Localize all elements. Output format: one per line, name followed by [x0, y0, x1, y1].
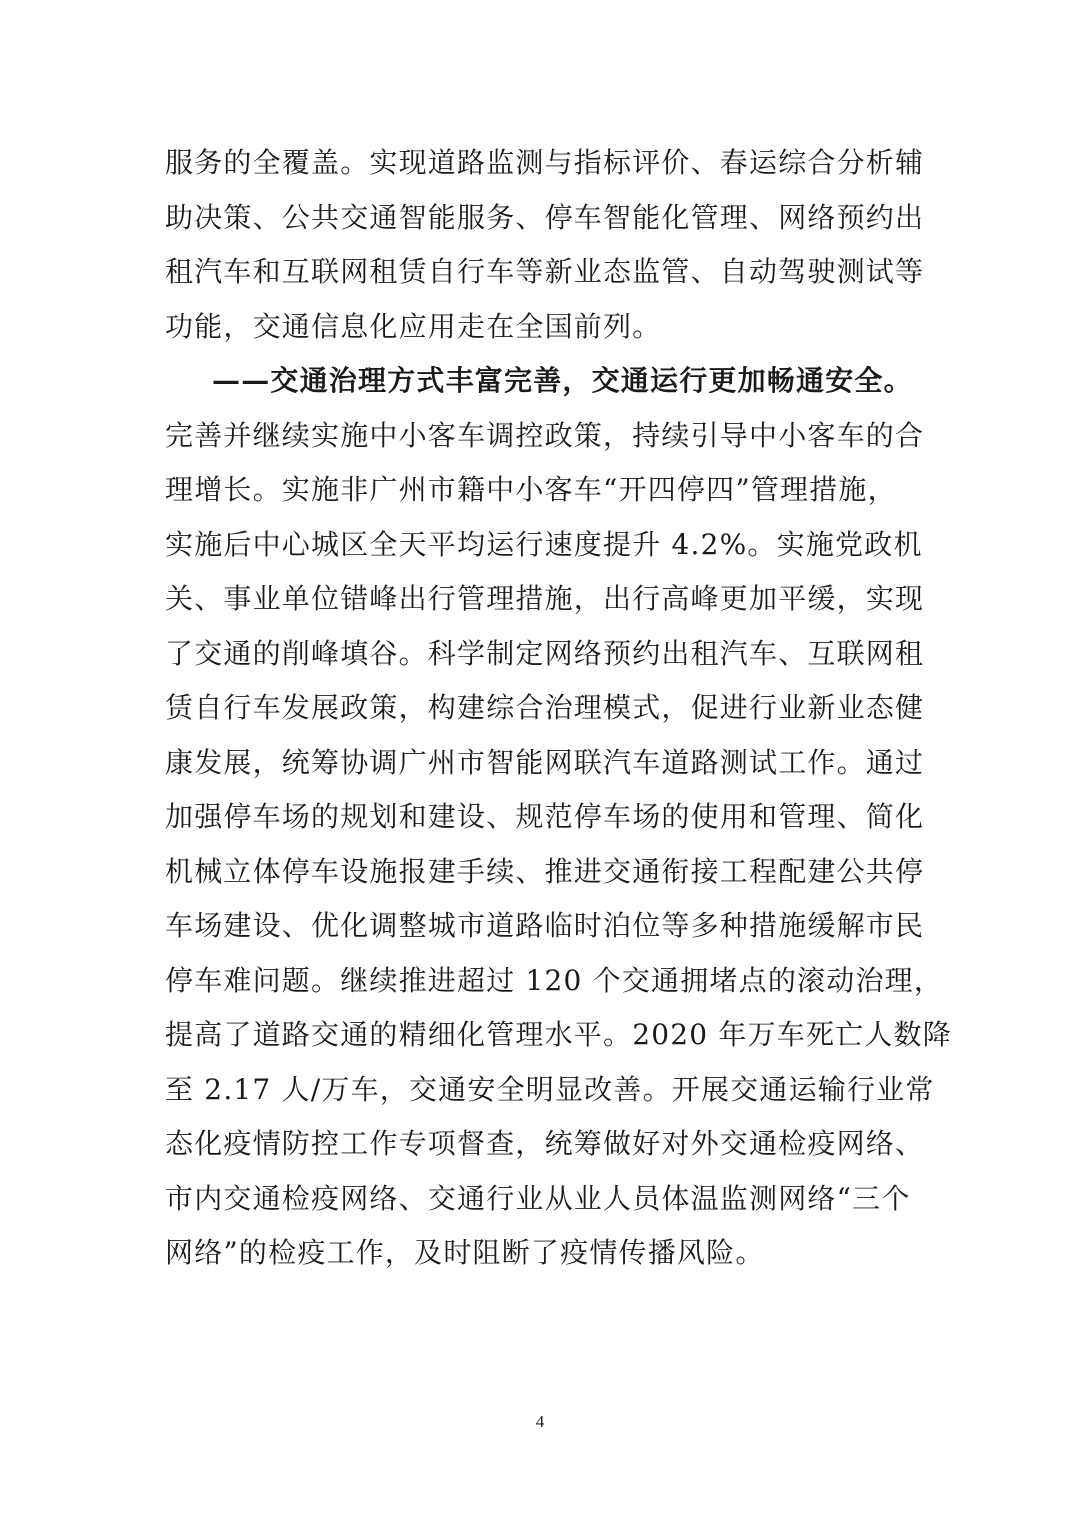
paragraph-line: 态化疫情防控工作专项督查，统筹做好对外交通检疫网络、 [165, 1127, 925, 1160]
paragraph-line: 加强停车场的规划和建设、规范停车场的使用和管理、简化 [165, 800, 925, 833]
paragraph-line: 租汽车和互联网租赁自行车等新业态监管、自动驾驶测试等 [165, 255, 925, 288]
paragraph-line: 完善并继续实施中小客车调控政策，持续引导中小客车的合 [165, 418, 925, 452]
paragraph-line: 实施后中心城区全天平均运行速度提升 4.2%。实施党政机 [165, 527, 923, 561]
paragraph-line: 市内交通检疫网络、交通行业从业人员体温监测网络“三个 [165, 1181, 911, 1215]
section-heading: ——交通治理方式丰富完善，交通运行更加畅通安全。 [212, 364, 913, 397]
paragraph-line: 机械立体停车设施报建手续、推进交通衔接工程配建公共停 [165, 854, 925, 888]
paragraph-line: 康发展，统筹协调广州市智能网联汽车道路测试工作。通过 [165, 745, 925, 779]
paragraph-line: 关、事业单位错峰出行管理措施，出行高峰更加平缓，实现 [165, 582, 925, 615]
paragraph-line: 服务的全覆盖。实现道路监测与指标评价、春运综合分析辅 [165, 146, 925, 179]
paragraph-line: 提高了道路交通的精细化管理水平。2020 年万车死亡人数降 [165, 1018, 952, 1051]
page-number: 4 [535, 1412, 545, 1431]
paragraph-line: 网络”的检疫工作，及时阻断了疫情传播风险。 [165, 1236, 765, 1269]
paragraph-line: 理增长。实施非广州市籍中小客车“开四停四”管理措施， [165, 473, 897, 506]
body-text [165, 136, 952, 1281]
paragraph-line: 赁自行车发展政策，构建综合治理模式，促进行业新业态健 [165, 691, 925, 724]
paragraph-line: 车场建设、优化调整城市道路临时泊位等多种措施缓解市民 [165, 909, 925, 942]
paragraph-line: 停车难问题。继续推进超过 120 个交通拥堵点的滚动治理， [165, 963, 944, 997]
paragraph-line: 助决策、公共交通智能服务、停车智能化管理、网络预约出 [165, 200, 925, 234]
paragraph-line: 至 2.17 人/万车，交通安全明显改善。开展交通运输行业常 [165, 1072, 935, 1106]
paragraph-line: 了交通的削峰填谷。科学制定网络预约出租汽车、互联网租 [165, 636, 925, 670]
paragraph-line: 功能，交通信息化应用走在全国前列。 [165, 309, 662, 343]
